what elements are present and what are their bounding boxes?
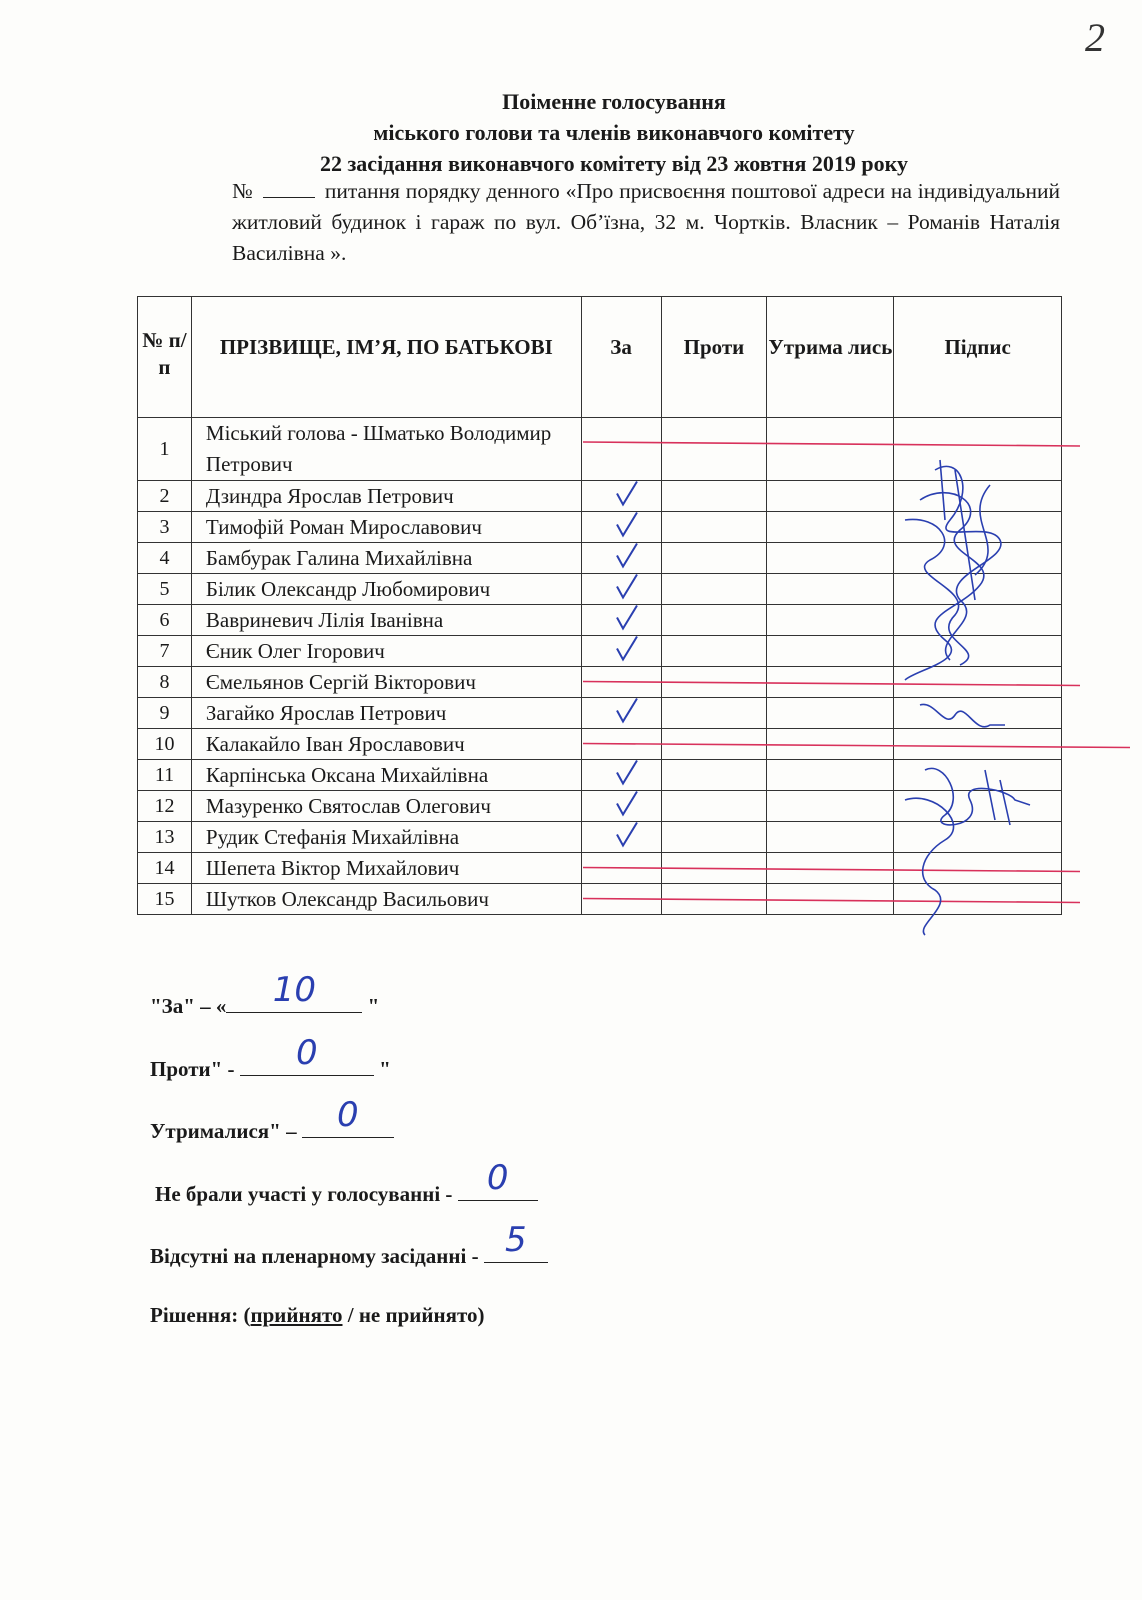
row-name: Шутков Олександр Васильович bbox=[191, 884, 581, 915]
strike-lines bbox=[583, 442, 1130, 903]
row-name: Міський голова - Шматько Володимир Петрович bbox=[191, 418, 581, 481]
summary-absent-label: Відсутні на пленарному засіданні - bbox=[150, 1244, 479, 1268]
header-meeting: 22 засідання виконавчого комітету від 23 жовтня 2019 року bbox=[319, 151, 909, 176]
decision-accepted: прийнято bbox=[250, 1303, 343, 1327]
check-mark-icon bbox=[617, 544, 637, 567]
row-name: Загайко Ярослав Петрович bbox=[191, 698, 581, 729]
row-name: Бамбурак Галина Михайлівна bbox=[191, 543, 581, 574]
summary-decision bbox=[150, 1303, 484, 1328]
check-mark-icon bbox=[617, 823, 637, 846]
decision-rest: / не прийнято) bbox=[342, 1303, 485, 1327]
col-header-signature: Підпис bbox=[894, 297, 1062, 418]
check-marks bbox=[617, 482, 637, 846]
row-number: 7 bbox=[138, 636, 192, 667]
row-name: Білик Олександр Любомирович bbox=[191, 574, 581, 605]
row-name: Мазуренко Святослав Олегович bbox=[191, 791, 581, 822]
summary-not-voted bbox=[155, 1158, 538, 1207]
summary-not-voted-blank bbox=[458, 1158, 538, 1201]
summary-absent bbox=[150, 1220, 548, 1269]
row-number: 6 bbox=[138, 605, 192, 636]
strike-line bbox=[583, 744, 1130, 748]
summary-against-blank bbox=[240, 1033, 374, 1076]
summary-abstained-label: Утрималися" – bbox=[150, 1119, 297, 1143]
summary-abstained-value: 0 bbox=[337, 1095, 359, 1135]
row-number: 1 bbox=[138, 418, 192, 481]
row-number: 2 bbox=[138, 481, 192, 512]
signatures-scribble bbox=[905, 460, 1030, 935]
row-number: 11 bbox=[138, 760, 192, 791]
summary-against-value: 0 bbox=[295, 1033, 318, 1073]
summary-not-voted-value: 0 bbox=[486, 1158, 509, 1198]
row-number: 9 bbox=[138, 698, 192, 729]
agenda-number-sign: № bbox=[232, 179, 254, 203]
summary-for bbox=[150, 970, 380, 1019]
check-mark-icon bbox=[617, 699, 637, 722]
row-number: 5 bbox=[138, 574, 192, 605]
summary-against bbox=[150, 1033, 391, 1082]
decision-prefix: Рішення: ( bbox=[150, 1303, 251, 1327]
summary-for-label: "За" – « bbox=[150, 994, 227, 1018]
summary-not-voted-label: Не брали участі у голосуванні - bbox=[155, 1182, 453, 1206]
row-name: Рудик Стефанія Михайлівна bbox=[191, 822, 581, 853]
summary-for-close: " bbox=[367, 994, 380, 1018]
check-mark-icon bbox=[617, 792, 637, 815]
agenda-text: питання порядку денного «Про присвоєння поштової адреси на індивідуальний житловий будинок і гараж по вул. Об’їзна, 32 м. Чортків. Власник – Романів Наталія Василівна ». bbox=[232, 179, 1061, 265]
summary-for-value: 10 bbox=[272, 970, 317, 1010]
row-number: 13 bbox=[138, 822, 192, 853]
check-mark-icon bbox=[617, 606, 637, 629]
row-number: 14 bbox=[138, 853, 192, 884]
summary-against-close: " bbox=[379, 1057, 391, 1081]
summary-absent-value: 5 bbox=[505, 1220, 527, 1260]
row-number: 4 bbox=[138, 543, 192, 574]
row-name: Шепета Віктор Михайлович bbox=[191, 853, 581, 884]
row-number: 8 bbox=[138, 667, 192, 698]
summary-against-label: Проти" - bbox=[150, 1057, 235, 1081]
strike-line bbox=[583, 899, 1080, 903]
col-header-abstained: Утрима лись bbox=[767, 297, 894, 418]
col-header-for: За bbox=[581, 297, 661, 418]
check-mark-icon bbox=[617, 575, 637, 598]
col-header-name: ПРІЗВИЩЕ, ІМ’Я, ПО БАТЬКОВІ bbox=[191, 297, 581, 418]
summary-absent-blank bbox=[484, 1220, 548, 1263]
summary-for-blank bbox=[226, 970, 362, 1013]
page-number: 2 bbox=[1085, 15, 1105, 60]
check-mark-icon bbox=[617, 761, 637, 784]
row-name: Дзиндра Ярослав Петрович bbox=[191, 481, 581, 512]
row-name: Тимофій Роман Мирославович bbox=[191, 512, 581, 543]
strike-line bbox=[583, 682, 1080, 686]
row-name: Ємельянов Сергій Вікторович bbox=[191, 667, 581, 698]
check-mark-icon bbox=[617, 482, 637, 505]
row-number: 3 bbox=[138, 512, 192, 543]
strike-line bbox=[583, 442, 1080, 446]
strike-line bbox=[583, 868, 1080, 872]
col-header-num: № п/п bbox=[138, 297, 192, 418]
row-name: Карпінська Оксана Михайлівна bbox=[191, 760, 581, 791]
check-mark-icon bbox=[617, 513, 637, 536]
summary-abstained bbox=[150, 1095, 394, 1144]
row-number: 12 bbox=[138, 791, 192, 822]
header-subtitle: міського голови та членів виконавчого комітету bbox=[373, 120, 855, 145]
row-name: Калакайло Іван Ярославович bbox=[191, 729, 581, 760]
col-header-against: Проти bbox=[661, 297, 767, 418]
row-number: 15 bbox=[138, 884, 192, 915]
row-name: Вавриневич Лілія Іванівна bbox=[191, 605, 581, 636]
row-name: Єник Олег Ігорович bbox=[191, 636, 581, 667]
summary-abstained-blank bbox=[302, 1095, 394, 1138]
header-title: Поіменне голосування bbox=[502, 89, 726, 114]
check-mark-icon bbox=[617, 637, 637, 660]
row-number: 10 bbox=[138, 729, 192, 760]
